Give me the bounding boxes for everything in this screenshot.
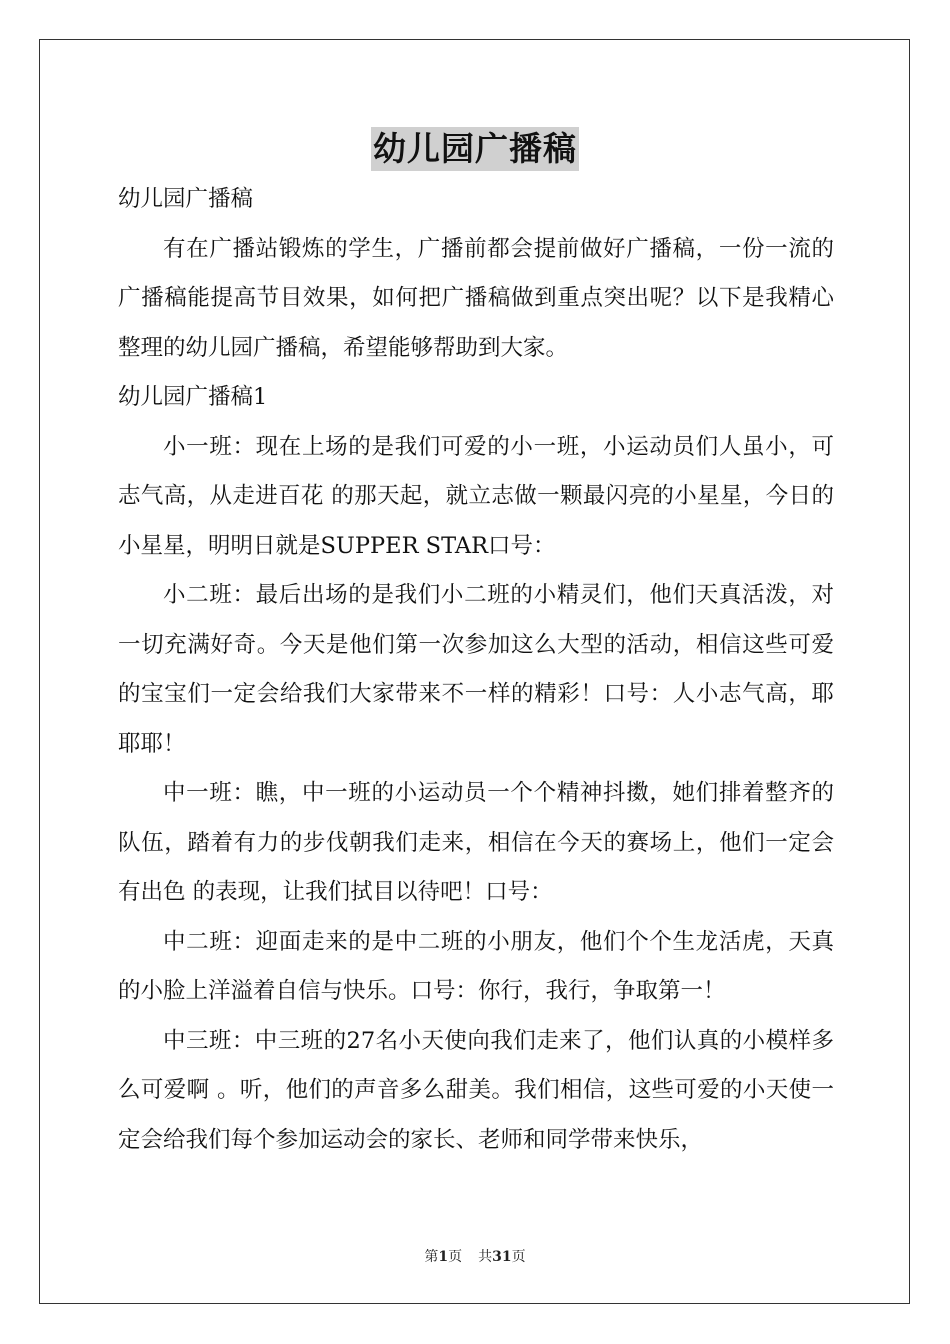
paragraph-subtitle: 幼儿园广播稿 (118, 186, 254, 212)
page-suffix: 页 (448, 1249, 463, 1265)
paragraph-heading-1: 幼儿园广播稿1 (118, 384, 268, 410)
paragraph-xiaoyi-class: 小一班：现在上场的是我们可爱的小一班，小运动员们人虽小，可志气高，从走进百花 的那天起，就立志做一颗最闪亮的小星星，今日的小星星，明明日就是SUPPER STAR口号： (118, 433, 834, 559)
document-title: 幼儿园广播稿 (371, 127, 579, 171)
paragraph-zhonger-class: 中二班：迎面走来的是中二班的小朋友，他们个个生龙活虎，天真的小脸上洋溢着自信与快乐。口号：你行，我行，争取第一！ (118, 928, 834, 1004)
title-container (0, 127, 950, 171)
current-page-number: 1 (438, 1249, 449, 1265)
paragraph-zhongyi-class: 中一班：瞧，中一班的小运动员一个个精神抖擞，她们排着整齐的队伍，踏着有力的步伐朝我们走来，相信在今天的赛场上，他们一定会有出色 的表现，让我们拭目以待吧！口号： (118, 780, 834, 905)
total-prefix: 共 (478, 1249, 493, 1265)
paragraph-zhongsan-class: 中三班：中三班的27名小天使向我们走来了，他们认真的小模样多么可爱啊 。听，他们的声音多么甜美。我们相信，这些可爱的小天使一定会给我们每个参加运动会的家长、老师和同学带来快乐， (118, 1027, 834, 1153)
total-pages-number: 31 (492, 1249, 512, 1265)
total-suffix: 页 (511, 1249, 526, 1265)
document-body (118, 175, 834, 1165)
paragraph-xiaoer-class: 小二班：最后出场的是我们小二班的小精灵们，他们天真活泼，对一切充满好奇。今天是他们第一次参加这么大型的活动，相信这些可爱的宝宝们一定会给我们大家带来不一样的精彩！口号：人小志气高，耶耶耶！ (118, 582, 834, 757)
paragraph-intro: 有在广播站锻炼的学生，广播前都会提前做好广播稿，一份一流的广播稿能提高节目效果，如何把广播稿做到重点突出呢？以下是我精心整理的幼儿园广播稿，希望能够帮助到大家。 (118, 235, 834, 361)
page-footer (0, 1246, 950, 1266)
page-prefix: 第 (424, 1249, 439, 1265)
